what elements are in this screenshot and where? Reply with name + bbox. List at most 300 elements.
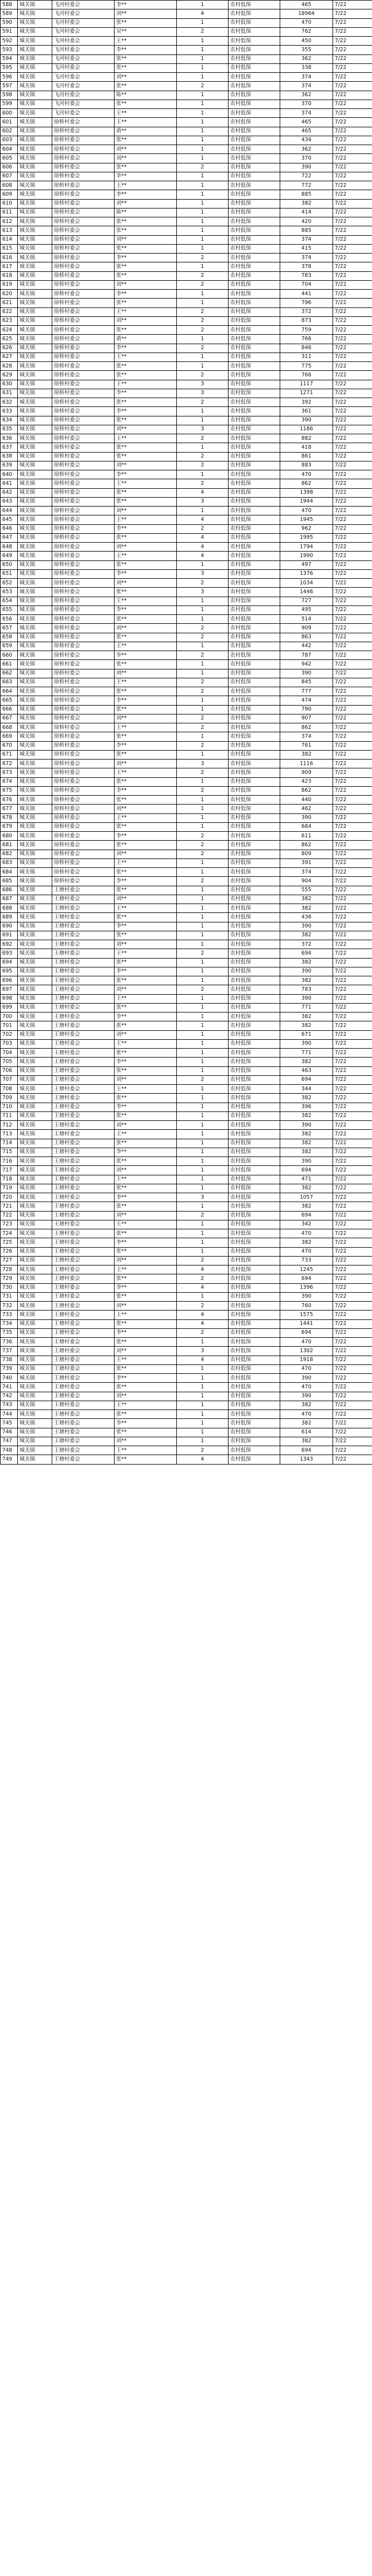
assistance-type-cell: 农村低保 xyxy=(229,1419,280,1428)
note-cell: 7/22 xyxy=(333,344,372,353)
amount-cell: 374 xyxy=(280,868,333,877)
amount-cell: 470 xyxy=(280,1247,333,1256)
row-number: 743 xyxy=(1,1401,18,1409)
village-cell: 王塘村委会 xyxy=(52,1220,115,1229)
note-cell: 7/22 xyxy=(333,533,372,542)
amount-cell: 382 xyxy=(280,1058,333,1066)
amount-cell: 382 xyxy=(280,904,333,913)
row-number: 699 xyxy=(1,1003,18,1012)
name-cell: 张** xyxy=(115,705,177,714)
assistance-type-cell: 农村低保 xyxy=(229,1274,280,1283)
amount-cell: 390 xyxy=(280,994,333,1003)
name-cell: 李** xyxy=(115,1374,177,1383)
note-cell: 7/22 xyxy=(333,280,372,289)
village-cell: 徐桥村委会 xyxy=(52,199,115,208)
name-cell: 王** xyxy=(115,1265,177,1274)
row-number: 697 xyxy=(1,985,18,994)
village-cell: 王塘村委会 xyxy=(52,1247,115,1256)
village-cell: 徐桥村委会 xyxy=(52,425,115,434)
amount-cell: 761 xyxy=(280,741,333,750)
table-row xyxy=(1,335,372,344)
table-row xyxy=(1,687,372,696)
row-number: 647 xyxy=(1,533,18,542)
assistance-type-cell: 农村低保 xyxy=(229,588,280,597)
name-cell: 刘** xyxy=(115,669,177,678)
household-count-cell: 1 xyxy=(177,235,229,244)
note-cell: 7/22 xyxy=(333,524,372,533)
note-cell: 7/22 xyxy=(333,1347,372,1356)
town-cell: 城关镇 xyxy=(18,741,52,750)
name-cell: 李** xyxy=(115,1103,177,1111)
note-cell: 7/22 xyxy=(333,46,372,54)
name-cell: 刘** xyxy=(115,1347,177,1356)
table-row xyxy=(1,54,372,63)
household-count-cell: 1 xyxy=(177,1030,229,1039)
table-row xyxy=(1,1202,372,1211)
row-number: 593 xyxy=(1,46,18,54)
amount-cell: 374 xyxy=(280,254,333,262)
amount-cell: 904 xyxy=(280,877,333,886)
row-number: 653 xyxy=(1,588,18,597)
town-cell: 城关镇 xyxy=(18,326,52,335)
row-number: 671 xyxy=(1,750,18,759)
table-row xyxy=(1,552,372,560)
name-cell: 王** xyxy=(115,1446,177,1455)
name-cell: 李** xyxy=(115,254,177,262)
name-cell: 张** xyxy=(115,497,177,506)
note-cell: 7/22 xyxy=(333,904,372,913)
note-cell: 7/22 xyxy=(333,27,372,36)
name-cell: 张** xyxy=(115,1021,177,1030)
household-count-cell: 2 xyxy=(177,479,229,488)
table-row xyxy=(1,976,372,985)
row-number: 639 xyxy=(1,461,18,470)
household-count-cell: 1 xyxy=(177,696,229,705)
village-cell: 王塘村委会 xyxy=(52,1202,115,1211)
town-cell: 城关镇 xyxy=(18,443,52,452)
assistance-type-cell: 农村低保 xyxy=(229,832,280,841)
name-cell: 黄** xyxy=(115,335,177,344)
town-cell: 城关镇 xyxy=(18,27,52,36)
village-cell: 徐桥村委会 xyxy=(52,362,115,371)
assistance-type-cell: 农村低保 xyxy=(229,1265,280,1274)
note-cell: 7/22 xyxy=(333,696,372,705)
household-count-cell: 4 xyxy=(177,1283,229,1292)
village-cell: 徐桥村委会 xyxy=(52,822,115,831)
note-cell: 7/22 xyxy=(333,1265,372,1274)
note-cell: 7/22 xyxy=(333,181,372,190)
row-number: 739 xyxy=(1,1364,18,1373)
village-cell: 王塘村委会 xyxy=(52,1401,115,1409)
assistance-type-cell: 农村低保 xyxy=(229,904,280,913)
town-cell: 城关镇 xyxy=(18,1121,52,1130)
table-row xyxy=(1,1030,372,1039)
note-cell: 7/22 xyxy=(333,705,372,714)
town-cell: 城关镇 xyxy=(18,1256,52,1265)
village-cell: 飞河村委会 xyxy=(52,37,115,46)
village-cell: 王塘村委会 xyxy=(52,1030,115,1039)
note-cell: 7/22 xyxy=(333,967,372,976)
household-count-cell: 1 xyxy=(177,127,229,136)
household-count-cell: 1 xyxy=(177,976,229,985)
assistance-type-cell: 农村低保 xyxy=(229,371,280,380)
note-cell: 7/22 xyxy=(333,832,372,841)
amount-cell: 382 xyxy=(280,1130,333,1139)
table-row xyxy=(1,741,372,750)
row-number: 600 xyxy=(1,109,18,118)
name-cell: 张** xyxy=(115,1157,177,1166)
village-cell: 王塘村委会 xyxy=(52,1374,115,1383)
amount-cell: 1944 xyxy=(280,497,333,506)
table-row xyxy=(1,290,372,299)
note-cell: 7/22 xyxy=(333,163,372,172)
table-row xyxy=(1,27,372,36)
town-cell: 城关镇 xyxy=(18,208,52,217)
name-cell: 李** xyxy=(115,290,177,299)
household-count-cell: 3 xyxy=(177,588,229,597)
assistance-type-cell: 农村低保 xyxy=(229,362,280,371)
town-cell: 城关镇 xyxy=(18,615,52,624)
amount-cell: 470 xyxy=(280,1364,333,1373)
table-row xyxy=(1,841,372,850)
household-count-cell: 1 xyxy=(177,1103,229,1111)
assistance-type-cell: 农村低保 xyxy=(229,796,280,805)
table-row xyxy=(1,886,372,895)
village-cell: 徐桥村委会 xyxy=(52,669,115,678)
name-cell: 张** xyxy=(115,1383,177,1392)
note-cell: 7/22 xyxy=(333,244,372,253)
name-cell: 张** xyxy=(115,1066,177,1075)
assistance-type-cell: 农村低保 xyxy=(229,208,280,217)
village-cell: 王塘村委会 xyxy=(52,949,115,958)
table-row xyxy=(1,1066,372,1075)
name-cell: 张** xyxy=(115,1184,177,1193)
row-number: 643 xyxy=(1,497,18,506)
name-cell: 张** xyxy=(115,244,177,253)
village-cell: 徐桥村委会 xyxy=(52,588,115,597)
table-row xyxy=(1,1319,372,1328)
table-row xyxy=(1,1428,372,1437)
town-cell: 城关镇 xyxy=(18,1419,52,1428)
town-cell: 城关镇 xyxy=(18,190,52,199)
assistance-type-cell: 农村低保 xyxy=(229,822,280,831)
table-row xyxy=(1,533,372,542)
table-row xyxy=(1,560,372,569)
row-number: 729 xyxy=(1,1274,18,1283)
name-cell: 李** xyxy=(115,1283,177,1292)
row-number: 667 xyxy=(1,714,18,723)
table-row xyxy=(1,524,372,533)
table-row xyxy=(1,1184,372,1193)
name-cell: 刘** xyxy=(115,805,177,813)
household-count-cell: 2 xyxy=(177,768,229,777)
note-cell: 7/22 xyxy=(333,353,372,361)
note-cell: 7/22 xyxy=(333,579,372,588)
town-cell: 城关镇 xyxy=(18,145,52,154)
name-cell: 张** xyxy=(115,371,177,380)
village-cell: 徐桥村委会 xyxy=(52,786,115,795)
town-cell: 城关镇 xyxy=(18,226,52,235)
table-row xyxy=(1,1012,372,1021)
household-count-cell: 1 xyxy=(177,895,229,904)
name-cell: 张** xyxy=(115,217,177,226)
town-cell: 城关镇 xyxy=(18,199,52,208)
table-row xyxy=(1,1175,372,1184)
amount-cell: 862 xyxy=(280,841,333,850)
town-cell: 城关镇 xyxy=(18,1220,52,1229)
town-cell: 城关镇 xyxy=(18,832,52,841)
village-cell: 王塘村委会 xyxy=(52,1066,115,1075)
household-count-cell: 1 xyxy=(177,1021,229,1030)
note-cell: 7/22 xyxy=(333,931,372,940)
amount-cell: 883 xyxy=(280,461,333,470)
assistance-type-cell: 农村低保 xyxy=(229,1392,280,1401)
assistance-type-cell: 农村低保 xyxy=(229,560,280,569)
town-cell: 城关镇 xyxy=(18,732,52,741)
name-cell: 李** xyxy=(115,524,177,533)
town-cell: 城关镇 xyxy=(18,524,52,533)
town-cell: 城关镇 xyxy=(18,1202,52,1211)
amount-cell: 462 xyxy=(280,805,333,813)
town-cell: 城关镇 xyxy=(18,768,52,777)
village-cell: 徐桥村委会 xyxy=(52,154,115,163)
household-count-cell: 2 xyxy=(177,985,229,994)
assistance-type-cell: 农村低保 xyxy=(229,624,280,633)
village-cell: 徐桥村委会 xyxy=(52,434,115,443)
household-count-cell: 1 xyxy=(177,1,229,9)
note-cell: 7/22 xyxy=(333,136,372,145)
village-cell: 徐桥村委会 xyxy=(52,507,115,515)
amount-cell: 374 xyxy=(280,73,333,82)
row-number: 613 xyxy=(1,226,18,235)
assistance-type-cell: 农村低保 xyxy=(229,1229,280,1238)
table-row xyxy=(1,1039,372,1048)
note-cell: 7/22 xyxy=(333,723,372,732)
town-cell: 城关镇 xyxy=(18,904,52,913)
town-cell: 城关镇 xyxy=(18,813,52,822)
name-cell: 刘** xyxy=(115,1256,177,1265)
row-number: 741 xyxy=(1,1383,18,1392)
amount-cell: 495 xyxy=(280,605,333,614)
amount-cell: 470 xyxy=(280,507,333,515)
row-number: 704 xyxy=(1,1049,18,1058)
row-number: 638 xyxy=(1,452,18,461)
town-cell: 城关镇 xyxy=(18,515,52,524)
household-count-cell: 1 xyxy=(177,1139,229,1148)
row-number: 588 xyxy=(1,1,18,9)
household-count-cell: 1 xyxy=(177,705,229,714)
name-cell: 张** xyxy=(115,1094,177,1103)
household-count-cell: 4 xyxy=(177,543,229,552)
household-count-cell: 2 xyxy=(177,452,229,461)
amount-cell: 1575 xyxy=(280,1311,333,1319)
household-count-cell: 1 xyxy=(177,37,229,46)
note-cell: 7/22 xyxy=(333,461,372,470)
town-cell: 城关镇 xyxy=(18,1374,52,1383)
row-number: 679 xyxy=(1,822,18,831)
table-row xyxy=(1,452,372,461)
table-row xyxy=(1,262,372,271)
household-count-cell: 1 xyxy=(177,190,229,199)
name-cell: 张** xyxy=(115,1003,177,1012)
assistance-type-cell: 农村低保 xyxy=(229,398,280,407)
name-cell: 王** xyxy=(115,181,177,190)
amount-cell: 471 xyxy=(280,1175,333,1184)
note-cell: 7/22 xyxy=(333,91,372,100)
row-number: 719 xyxy=(1,1184,18,1193)
row-number: 658 xyxy=(1,633,18,642)
amount-cell: 1117 xyxy=(280,380,333,389)
amount-cell: 885 xyxy=(280,226,333,235)
note-cell: 7/22 xyxy=(333,254,372,262)
note-cell: 7/22 xyxy=(333,1437,372,1446)
assistance-type-cell: 农村低保 xyxy=(229,172,280,181)
row-number: 696 xyxy=(1,976,18,985)
row-number: 595 xyxy=(1,63,18,72)
household-count-cell: 1 xyxy=(177,958,229,967)
assistance-type-cell: 农村低保 xyxy=(229,226,280,235)
village-cell: 徐桥村委会 xyxy=(52,163,115,172)
town-cell: 城关镇 xyxy=(18,895,52,904)
assistance-type-cell: 农村低保 xyxy=(229,461,280,470)
amount-cell: 465 xyxy=(280,127,333,136)
town-cell: 城关镇 xyxy=(18,723,52,732)
town-cell: 城关镇 xyxy=(18,858,52,867)
village-cell: 徐桥村委会 xyxy=(52,543,115,552)
amount-cell: 338 xyxy=(280,63,333,72)
table-row xyxy=(1,154,372,163)
village-cell: 王塘村委会 xyxy=(52,1319,115,1328)
amount-cell: 396 xyxy=(280,1103,333,1111)
assistance-type-cell: 农村低保 xyxy=(229,1338,280,1347)
table-row xyxy=(1,1419,372,1428)
assistance-type-cell: 农村低保 xyxy=(229,940,280,949)
note-cell: 7/22 xyxy=(333,1058,372,1066)
household-count-cell: 1 xyxy=(177,73,229,82)
village-cell: 飞河村委会 xyxy=(52,100,115,108)
village-cell: 徐桥村委会 xyxy=(52,687,115,696)
name-cell: 李** xyxy=(115,696,177,705)
name-cell: 王** xyxy=(115,109,177,118)
amount-cell: 382 xyxy=(280,199,333,208)
note-cell: 7/22 xyxy=(333,1130,372,1139)
row-number: 698 xyxy=(1,994,18,1003)
note-cell: 7/22 xyxy=(333,1021,372,1030)
table-row xyxy=(1,850,372,858)
town-cell: 城关镇 xyxy=(18,1356,52,1364)
row-number: 611 xyxy=(1,208,18,217)
town-cell: 城关镇 xyxy=(18,1311,52,1319)
note-cell: 7/22 xyxy=(333,307,372,316)
village-cell: 徐桥村委会 xyxy=(52,254,115,262)
village-cell: 徐桥村委会 xyxy=(52,181,115,190)
table-row xyxy=(1,579,372,588)
amount-cell: 370 xyxy=(280,154,333,163)
row-number: 629 xyxy=(1,371,18,380)
note-cell: 7/22 xyxy=(333,1319,372,1328)
row-number: 700 xyxy=(1,1012,18,1021)
amount-cell: 470 xyxy=(280,1383,333,1392)
household-count-cell: 1 xyxy=(177,642,229,651)
village-cell: 徐桥村委会 xyxy=(52,524,115,533)
amount-cell: 441 xyxy=(280,290,333,299)
amount-cell: 391 xyxy=(280,858,333,867)
table-row xyxy=(1,822,372,831)
assistance-type-cell: 农村低保 xyxy=(229,307,280,316)
amount-cell: 727 xyxy=(280,597,333,605)
row-number: 627 xyxy=(1,353,18,361)
household-count-cell: 1 xyxy=(177,154,229,163)
village-cell: 王塘村委会 xyxy=(52,1148,115,1157)
amount-cell: 1441 xyxy=(280,1319,333,1328)
household-count-cell: 1 xyxy=(177,1383,229,1392)
note-cell: 7/22 xyxy=(333,335,372,344)
row-number: 706 xyxy=(1,1066,18,1075)
town-cell: 城关镇 xyxy=(18,669,52,678)
note-cell: 7/22 xyxy=(333,949,372,958)
village-cell: 徐桥村委会 xyxy=(52,416,115,425)
town-cell: 城关镇 xyxy=(18,1003,52,1012)
row-number: 701 xyxy=(1,1021,18,1030)
row-number: 632 xyxy=(1,398,18,407)
amount-cell: 414 xyxy=(280,208,333,217)
town-cell: 城关镇 xyxy=(18,1328,52,1337)
assistance-type-cell: 农村低保 xyxy=(229,46,280,54)
assistance-type-cell: 农村低保 xyxy=(229,1058,280,1066)
village-cell: 王塘村委会 xyxy=(52,1274,115,1283)
household-count-cell: 4 xyxy=(177,9,229,18)
amount-cell: 470 xyxy=(280,1410,333,1419)
town-cell: 城关镇 xyxy=(18,299,52,307)
name-cell: 李** xyxy=(115,1,177,9)
assistance-type-cell: 农村低保 xyxy=(229,316,280,325)
table-row xyxy=(1,46,372,54)
village-cell: 徐桥村委会 xyxy=(52,371,115,380)
table-row xyxy=(1,316,372,325)
table-row xyxy=(1,569,372,578)
row-number: 690 xyxy=(1,922,18,931)
household-count-cell: 4 xyxy=(177,552,229,560)
town-cell: 城关镇 xyxy=(18,597,52,605)
table-row xyxy=(1,796,372,805)
note-cell: 7/22 xyxy=(333,1075,372,1084)
amount-cell: 470 xyxy=(280,1338,333,1347)
amount-cell: 442 xyxy=(280,642,333,651)
assistance-type-cell: 农村低保 xyxy=(229,37,280,46)
town-cell: 城关镇 xyxy=(18,254,52,262)
assistance-type-cell: 农村低保 xyxy=(229,254,280,262)
name-cell: 李** xyxy=(115,877,177,886)
row-number: 617 xyxy=(1,262,18,271)
village-cell: 王塘村委会 xyxy=(52,940,115,949)
note-cell: 7/22 xyxy=(333,470,372,479)
name-cell: 王** xyxy=(115,380,177,389)
table-row xyxy=(1,1049,372,1058)
village-cell: 徐桥村委会 xyxy=(52,127,115,136)
assistance-type-cell: 农村低保 xyxy=(229,1166,280,1175)
note-cell: 7/22 xyxy=(333,1157,372,1166)
household-count-cell: 1 xyxy=(177,1229,229,1238)
amount-cell: 787 xyxy=(280,651,333,660)
note-cell: 7/22 xyxy=(333,714,372,723)
village-cell: 徐桥村委会 xyxy=(52,208,115,217)
household-count-cell: 1 xyxy=(177,1111,229,1120)
household-count-cell: 1 xyxy=(177,858,229,867)
name-cell: 王** xyxy=(115,678,177,687)
name-cell: 李** xyxy=(115,190,177,199)
town-cell: 城关镇 xyxy=(18,1437,52,1446)
assistance-type-cell: 农村低保 xyxy=(229,109,280,118)
